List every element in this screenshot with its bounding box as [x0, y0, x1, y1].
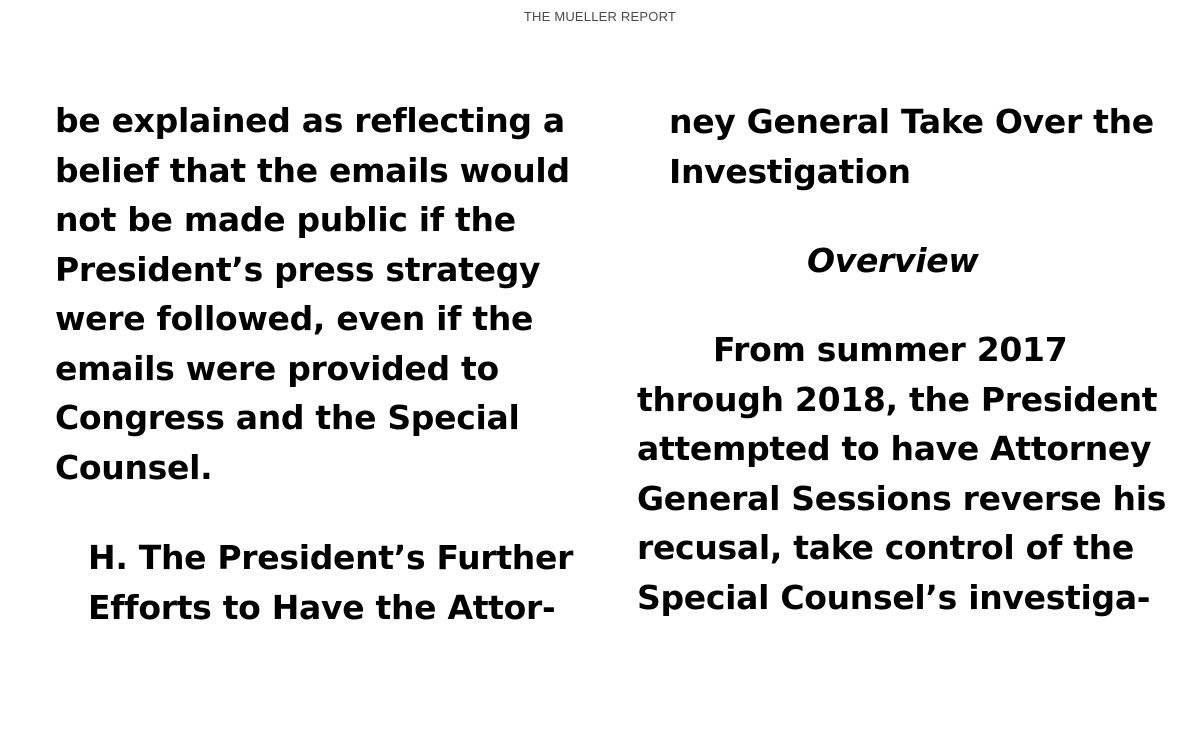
- section-heading-start: [88, 533, 573, 632]
- text-line: From summer 2017: [713, 330, 1068, 369]
- text-line: be explained as reflecting a: [55, 101, 565, 140]
- text-line: Congress and the Special: [55, 398, 520, 437]
- heading-line: ney General Take Over the: [669, 102, 1154, 141]
- text-line: were followed, even if the: [55, 299, 534, 338]
- section-heading-continued: [669, 97, 1154, 196]
- heading-line: H. The President’s Further: [88, 538, 574, 577]
- text-line: General Sessions reverse his: [637, 478, 1167, 518]
- text-line: belief that the emails would: [55, 150, 570, 190]
- right-column-body-text: [637, 325, 1166, 622]
- text-line: emails were provided to: [55, 348, 499, 388]
- text-line: through 2018, the President: [637, 379, 1158, 419]
- heading-line: Investigation: [669, 151, 911, 191]
- overview-subheading: Overview: [807, 241, 979, 280]
- text-line: not be made public if the: [55, 200, 516, 239]
- heading-line: Efforts to Have the Attor-: [88, 587, 556, 627]
- text-line: attempted to have Attorney: [637, 429, 1152, 468]
- text-line: recusal, take control of the: [637, 528, 1134, 567]
- book-title-header: THE MUELLER REPORT: [523, 9, 677, 24]
- left-column-body-text: [55, 96, 570, 492]
- text-line: President’s press strategy: [55, 249, 541, 289]
- text-line: Counsel.: [55, 447, 213, 487]
- text-line: Special Counsel’s investiga-: [637, 577, 1151, 617]
